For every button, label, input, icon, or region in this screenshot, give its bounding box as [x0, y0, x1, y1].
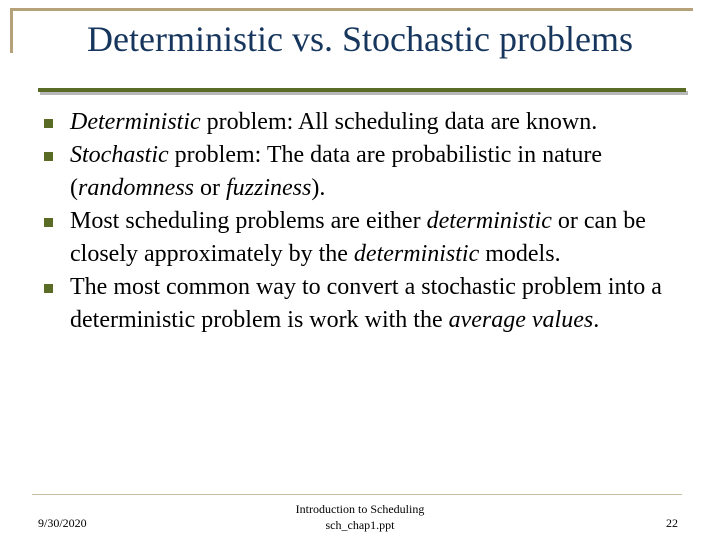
square-bullet-icon [44, 119, 53, 128]
square-bullet-icon [44, 152, 53, 161]
bullet-text-segment: deterministic [353, 241, 480, 267]
corner-frame-horizontal [10, 8, 693, 11]
bullet-item [44, 271, 684, 337]
bullet-text-segment: models. [479, 241, 561, 267]
bullet-item [44, 106, 684, 139]
title-rule [38, 88, 686, 92]
bullet-text-segment: average values [448, 307, 594, 333]
footer-file-name: sch_chap1.ppt [325, 518, 395, 532]
slide-title: Deterministic vs. Stochastic problems [87, 19, 633, 59]
bullet-text-segment: or [194, 175, 227, 201]
footer-course-title: Introduction to Scheduling [295, 502, 425, 516]
bullet-text-segment: ). [311, 175, 326, 201]
footer-page-number: 22 [666, 516, 678, 530]
square-bullet-icon [44, 218, 53, 227]
bullet-item [44, 139, 684, 205]
bullet-text-segment: Most scheduling problems are either [70, 208, 427, 234]
bullet-text-segment: The most common way to convert a stochastic problem into a deterministic problem is work with the [70, 274, 662, 333]
bullet-text-segment: Deterministic [70, 109, 201, 135]
bullet-text-segment: randomness [78, 175, 195, 201]
bullet-item [44, 205, 684, 271]
footer-date: 9/30/2020 [38, 516, 87, 530]
bullet-text-segment: fuzziness [226, 175, 312, 201]
bullet-text-segment: . [593, 307, 600, 333]
footer-rule [32, 494, 682, 495]
footer-center [260, 501, 460, 533]
bullet-text-segment: or can be closely approximately by the [70, 208, 646, 267]
bullet-text-segment: Stochastic [70, 142, 169, 168]
bullet-text-segment: deterministic [426, 208, 552, 234]
square-bullet-icon [44, 284, 53, 293]
bullet-list [44, 106, 684, 337]
bullet-text-segment: problem: The data are probabilistic in nature ( [70, 142, 603, 201]
bullet-text-segment: problem: All scheduling data are known. [200, 109, 598, 135]
